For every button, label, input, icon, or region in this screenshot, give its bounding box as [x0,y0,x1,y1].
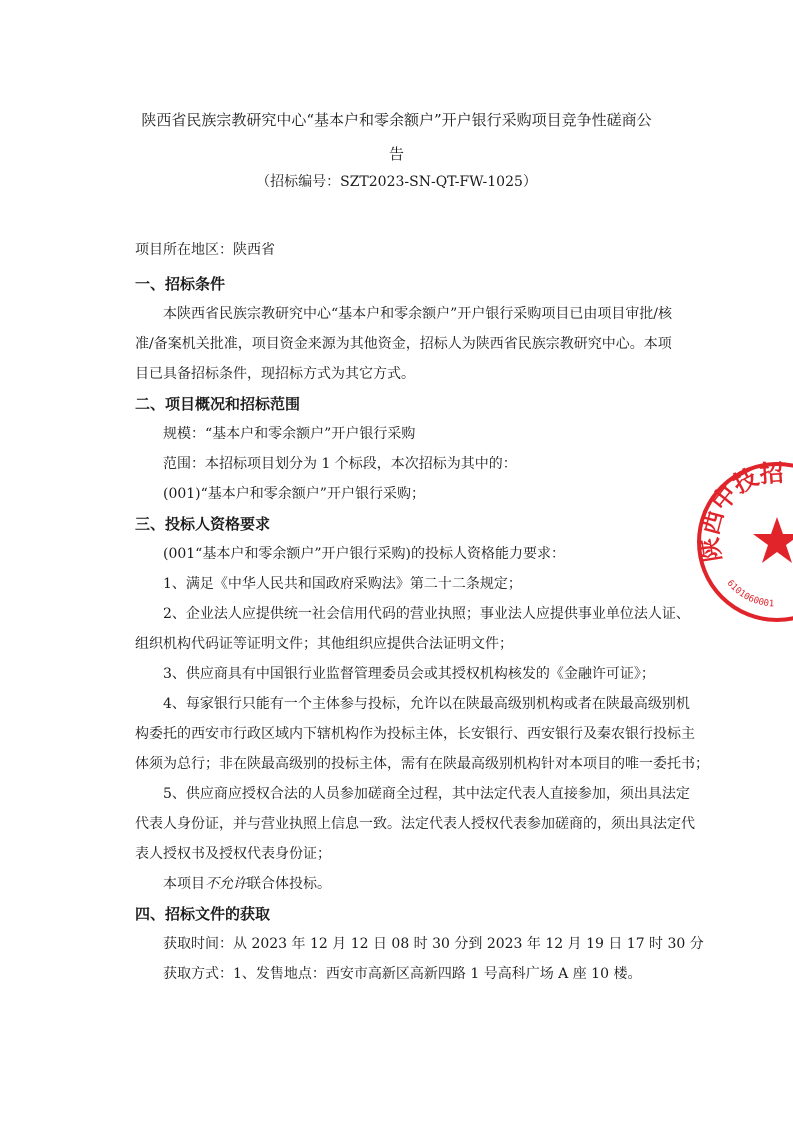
seal-star-icon [753,517,793,563]
project-scale: 规模：“基本户和零余额户”开户银行采购 [163,426,416,442]
section-2-heading: 二、项目概况和招标范围 [135,395,301,413]
requirement-4-cont: 体须为总行；非在陕最高级别的投标主体，需有在陕最高级别机构针对本项目的唯一委托书； [135,756,709,772]
requirement-4-cont: 构委托的西安市行政区域内下辖机构作为投标主体，长安银行、西安银行及秦农银行投标主 [135,726,695,742]
qualification-intro: (001“基本户和零余额户”开户银行采购)的投标人资格能力要求： [163,546,565,562]
official-seal [682,455,793,625]
project-region: 项目所在地区：陕西省 [135,242,275,258]
title-line-2: 告 [388,145,404,163]
seal-serial: 6101060001 [724,578,775,610]
requirement-5: 5、供应商应授权合法的人员参加磋商全过程，其中法定代表人直接参加，须出具法定 [163,786,690,802]
section-1-para-line: 目已具备招标条件，现招标方式为其它方式。 [135,366,415,382]
requirement-4: 4、每家银行只能有一个主体参与投标，允许以在陕最高级别机构或者在陕最高级别机 [163,696,690,712]
project-lot: (001)“基本户和零余额户”开户银行采购； [163,486,425,502]
bid-number: （招标编号：SZT2023-SN-QT-FW-1025） [256,174,537,190]
requirement-1: 1、满足《中华人民共和国政府采购法》第二十二条规定； [163,576,522,592]
title-line-1: 陕西省民族宗教研究中心“基本户和零余额户”开户银行采购项目竞争性磋商公 [141,111,652,129]
section-1-para-line: 本陕西省民族宗教研究中心“基本户和零余额户”开户银行采购项目已由项目审批/核 [163,306,673,322]
section-1-heading: 一、招标条件 [135,275,226,293]
requirement-2: 2、企业法人应提供统一社会信用代码的营业执照；事业法人应提供事业单位法人证、 [163,606,690,622]
section-3-heading: 三、投标人资格要求 [135,515,271,533]
section-1-para-line: 准/备案机关批准，项目资金来源为其他资金，招标人为陕西省民族宗教研究中心。本项 [135,336,672,352]
joint-bid-emphasis: 不允许 [205,876,247,892]
requirement-3: 3、供应商具有中国银行业监督管理委员会或其授权机构核发的《金融许可证》； [163,666,655,682]
section-4-heading: 四、招标文件的获取 [135,905,271,923]
requirement-5-cont: 表人授权书及授权代表身份证； [135,846,331,862]
requirement-2-cont: 组织机构代码证等证明文件；其他组织应提供合法证明文件； [135,636,513,652]
seal-top-text: 陕西中技招 [695,458,785,564]
joint-bid-note [163,874,331,894]
acquisition-time: 获取时间：从 2023 年 12 月 12 日 08 时 30 分到 2023 年 12 月 19 日 17 时 30 分 [163,936,704,952]
document-title [115,103,678,171]
acquisition-method: 获取方式：1、发售地点：西安市高新区高新四路 1 号高科广场 A 座 10 楼。 [163,966,642,982]
joint-bid-post: 联合体投标。 [247,876,331,892]
joint-bid-pre: 本项目 [163,876,205,892]
project-scope: 范围：本招标项目划分为 1 个标段，本次招标为其中的： [163,456,517,472]
requirement-5-cont: 代表人身份证，并与营业执照上信息一致。法定代表人授权代表参加磋商的，须出具法定代 [135,816,695,832]
